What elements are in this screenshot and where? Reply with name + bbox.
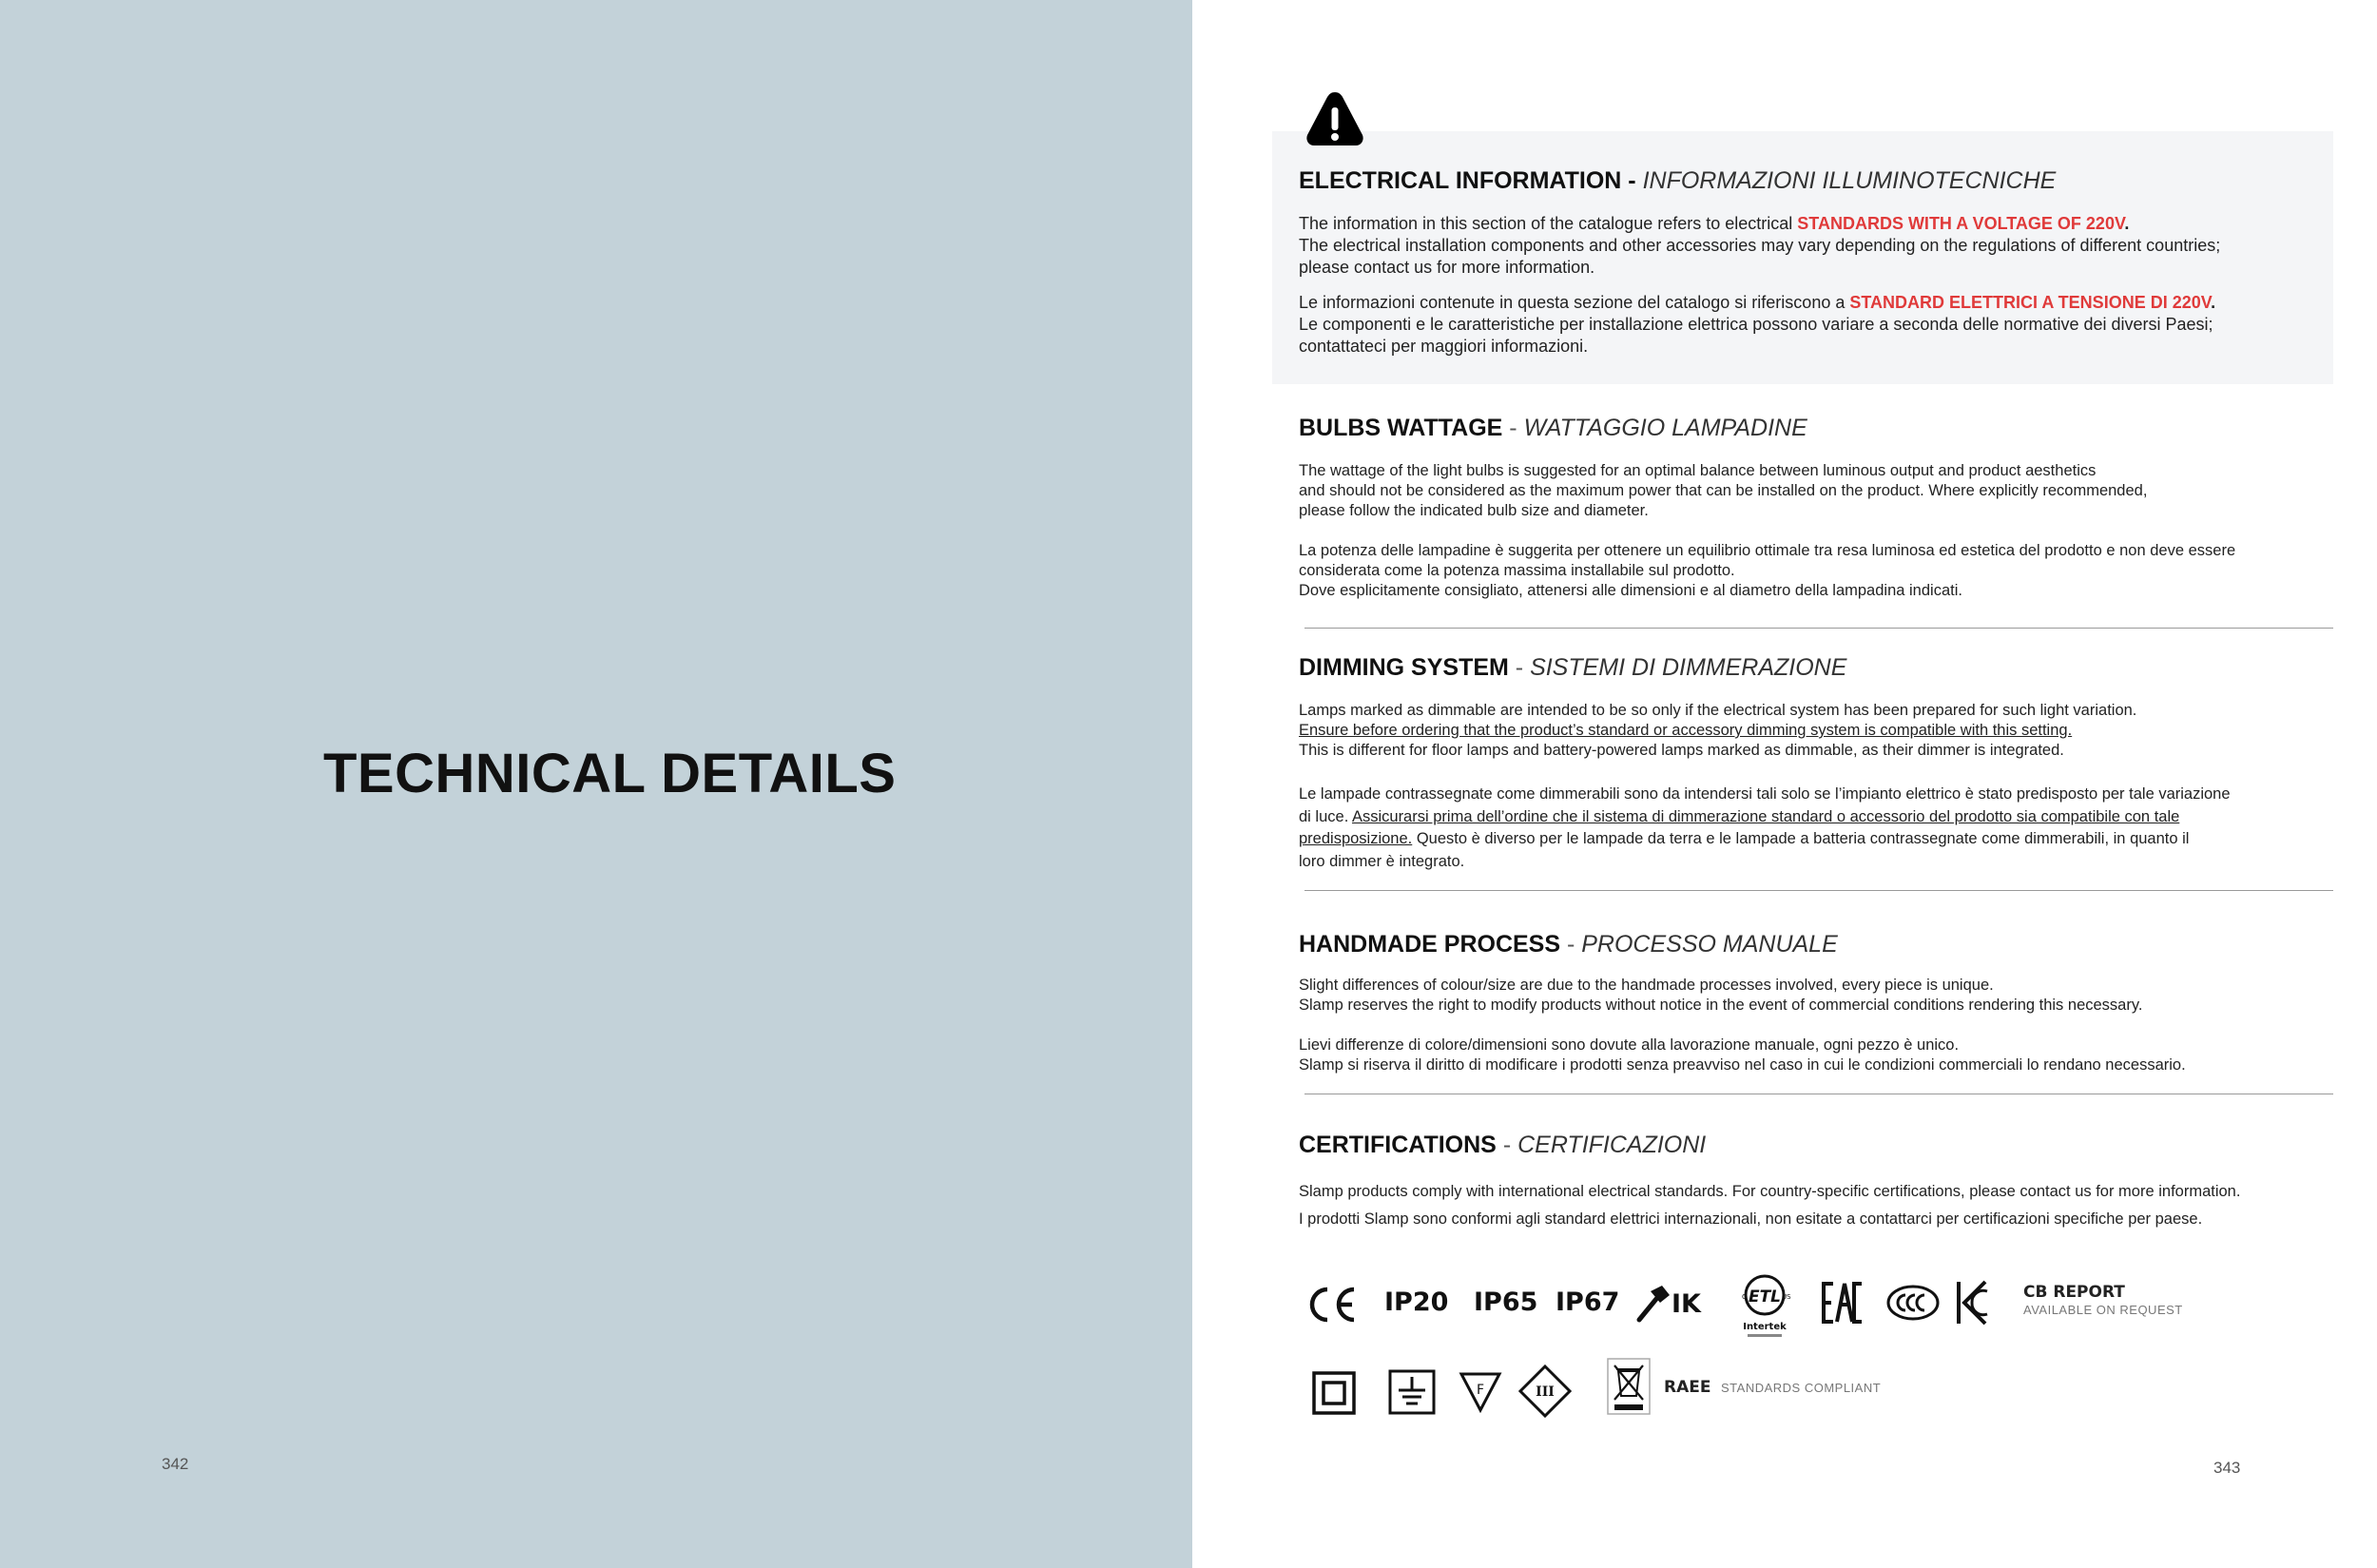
dimming-it-2: di luce. Assicurarsi prima dell’ordine che il sistema di dimmerazione standard o accessorio del prodotto sia compatibile con tale — [1299, 807, 2180, 825]
kc-mark-icon — [1955, 1278, 1989, 1327]
svg-text:Intertek: Intertek — [1743, 1322, 1787, 1332]
svg-text:C: C — [1742, 1293, 1747, 1301]
f-mark-triangle-icon — [1459, 1371, 1502, 1413]
handmade-title: HANDMADE PROCESS - PROCESSO MANUALE — [1299, 931, 1838, 958]
handmade-en-2: Slamp reserves the right to modify products without notice in the event of commercial conditions rendering this necessary. — [1299, 997, 2143, 1014]
electrical-it-3: contattateci per maggiori informazioni. — [1299, 337, 1589, 356]
class-three-diamond-icon — [1517, 1364, 1573, 1419]
dimming-en-1: Lamps marked as dimmable are intended to be so only if the electrical system has been prepared for such light variation. — [1299, 702, 2137, 719]
handmade-section — [1299, 931, 2335, 1075]
page-number-right: 343 — [2213, 1459, 2241, 1477]
electrical-en-3: please contact us for more information. — [1299, 258, 1595, 277]
page-title: TECHNICAL DETAILS — [323, 743, 897, 804]
intertek-etl-icon — [1738, 1270, 1791, 1343]
raee-label: RAEE — [1664, 1378, 1711, 1397]
bulbs-it-3: Dove esplicitamente consigliato, attenersi alle dimensioni e al diametro della lampadina indicati. — [1299, 582, 1962, 599]
ik-hammer-icon — [1633, 1284, 1672, 1324]
dimming-title: DIMMING SYSTEM - SISTEMI DI DIMMERAZIONE — [1299, 654, 1847, 681]
ik-label: IK — [1672, 1289, 1701, 1319]
dimming-it-1: Le lampade contrassegnate come dimmerabili sono da intendersi tali solo se l’impianto elettrico è stato predisposto per tale variazione — [1299, 785, 2231, 803]
dimming-section — [1299, 654, 2335, 873]
bulbs-en-1: The wattage of the light bulbs is suggested for an optimal balance between luminous output and product aesthetics — [1299, 462, 2097, 479]
certifications-it-1: I prodotti Slamp sono conformi agli standard elettrici internazionali, non esitate a contattarci per certificazioni specifiche per paese. — [1299, 1210, 2203, 1228]
page-number-left: 342 — [162, 1455, 189, 1473]
cb-report-label: CB REPORT — [2023, 1283, 2125, 1302]
class-two-insulation-icon — [1312, 1371, 1356, 1415]
earth-ground-icon — [1388, 1369, 1436, 1415]
ce-mark-icon — [1304, 1284, 1358, 1326]
electrical-title: ELECTRICAL INFORMATION - INFORMAZIONI ILLUMINOTECNICHE — [1299, 167, 2057, 194]
svg-text:ETL: ETL — [1748, 1287, 1782, 1307]
ccc-mark-icon — [1886, 1284, 1940, 1322]
certifications-en-1: Slamp products comply with international electrical standards. For country-specific certifications, please contact us for more information. — [1299, 1183, 2241, 1200]
divider — [1304, 890, 2333, 891]
weee-bin-icon — [1607, 1358, 1651, 1415]
ip65-label: IP65 — [1474, 1287, 1538, 1317]
dimming-it-4: loro dimmer è integrato. — [1299, 852, 1465, 870]
electrical-it-2: Le componenti e le caratteristiche per installazione elettrica possono variare a seconda delle normative dei diversi Paesi; — [1299, 315, 2213, 334]
handmade-it-1: Lievi differenze di colore/dimensioni sono dovute alla lavorazione manuale, ogni pezzo è unico. — [1299, 1036, 1960, 1054]
divider — [1304, 628, 2333, 629]
bulbs-it-2: considerata come la potenza massima installabile sul prodotto. — [1299, 562, 1735, 579]
bulbs-en-2: and should not be considered as the maximum power that can be installed on the product. Where explicitly recommended, — [1299, 482, 2148, 499]
ip20-label: IP20 — [1384, 1287, 1449, 1317]
certifications-section — [1299, 1132, 2335, 1233]
svg-text:F: F — [1476, 1383, 1485, 1398]
raee-sub: STANDARDS COMPLIANT — [1721, 1381, 1882, 1395]
certifications-title: CERTIFICATIONS - CERTIFICAZIONI — [1299, 1132, 1707, 1158]
electrical-en-2: The electrical installation components and other accessories may vary depending on the regulations of different countries; — [1299, 236, 2221, 255]
electrical-it-1: Le informazioni contenute in questa sezione del catalogo si riferiscono a STANDARD ELETTRICI A TENSIONE DI 220V. — [1299, 293, 2216, 312]
eac-mark-icon — [1822, 1280, 1864, 1326]
svg-text:US: US — [1782, 1293, 1791, 1301]
bulbs-title: BULBS WATTAGE - WATTAGGIO LAMPADINE — [1299, 415, 1807, 441]
electrical-en-1: The information in this section of the catalogue refers to electrical STANDARDS WITH A VOLTAGE OF 220V. — [1299, 214, 2130, 233]
bulbs-it-1: La potenza delle lampadine è suggerita per ottenere un equilibrio ottimale tra resa luminosa ed estetica del prodotto e non deve essere — [1299, 542, 2236, 559]
handmade-it-2: Slamp si riserva il diritto di modificare i prodotti senza preavviso nel caso in cui le condizioni commerciali lo rendano necessario. — [1299, 1056, 2186, 1074]
bulbs-en-3: please follow the indicated bulb size and diameter. — [1299, 502, 1649, 519]
handmade-en-1: Slight differences of colour/size are due to the handmade processes involved, every piece is unique. — [1299, 977, 1994, 994]
ip67-label: IP67 — [1556, 1287, 1620, 1317]
dimming-en-3: This is different for floor lamps and battery-powered lamps marked as dimmable, as their dimmer is integrated. — [1299, 742, 2064, 759]
dimming-it-3: predisposizione. Questo è diverso per le lampade da terra e le lampade a batteria contrassegnate come dimmerabili, in quanto il — [1299, 830, 2190, 847]
warning-triangle-icon — [1304, 89, 1365, 148]
electrical-section — [1299, 167, 2335, 358]
svg-text:III: III — [1536, 1384, 1555, 1400]
cb-report-sub: AVAILABLE ON REQUEST — [2023, 1303, 2183, 1317]
dimming-en-2: Ensure before ordering that the product’s standard or accessory dimming system is compatible with this setting. — [1299, 722, 2073, 739]
bulbs-section — [1299, 415, 2335, 601]
